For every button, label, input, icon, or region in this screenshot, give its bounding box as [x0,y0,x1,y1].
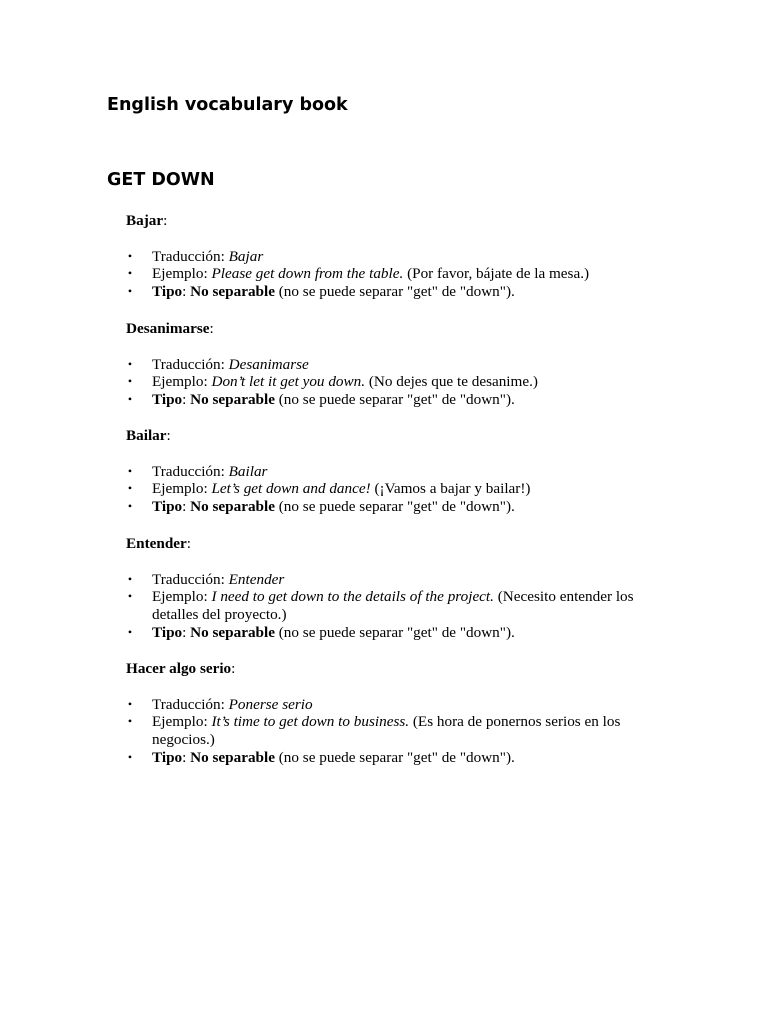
translation-label: Traducción: [152,355,229,373]
bullet-icon: • [127,749,133,764]
sense-details-list [126,356,646,409]
example-label: Ejemplo: [152,588,212,606]
example-spanish: (Necesito entender los detalles del proyecto.) [152,588,634,624]
sense-block-bajar [126,212,646,301]
sense-title [126,320,646,338]
type-note: (no se puede separar "get" de "down"). [274,283,515,301]
example-item [126,373,646,391]
translation-label: Traducción: [152,570,229,588]
example-item [126,265,646,283]
bullet-icon: • [127,463,133,478]
sense-block-desanimarse [126,320,646,409]
sense-block-bailar [126,427,646,516]
example-item [126,713,646,749]
bullet-icon: • [127,248,133,263]
bullet-icon: • [127,499,133,514]
example-english: Let’s get down and dance! [211,480,371,498]
sense-details-list [126,248,646,301]
type-item [126,749,646,767]
bullet-icon: • [127,589,133,604]
type-label: Tipo [152,283,183,301]
type-item [126,283,646,301]
example-english: Don’t let it get you down. [211,373,366,391]
type-note: (no se puede separar "get" de "down"). [274,391,515,409]
type-value: No separable [190,623,275,641]
sense-block-hacer-algo-serio [126,660,646,767]
type-note: (no se puede separar "get" de "down"). [274,498,515,516]
bullet-icon: • [127,624,133,639]
type-value: No separable [190,391,275,409]
example-english: It’s time to get down to business. [211,713,410,731]
translation-value: Bailar [228,462,268,480]
sense-title-colon: : [166,427,171,444]
sense-title-colon: : [231,660,236,677]
type-colon: : [182,623,191,641]
example-spanish: (Es hora de ponernos serios en los negocios.) [152,713,621,749]
type-colon: : [182,748,191,766]
example-english: I need to get down to the details of the project. [211,588,494,606]
sense-title [126,535,646,553]
bullet-icon: • [127,392,133,407]
type-label: Tipo [152,498,183,516]
sense-title-text: Entender [126,535,187,552]
sense-title-text: Hacer algo serio [126,660,232,677]
example-item [126,588,646,624]
example-spanish: (¡Vamos a bajar y bailar!) [370,480,531,498]
type-note: (no se puede separar "get" de "down"). [274,623,515,641]
sense-title-colon: : [186,535,191,552]
sense-title-colon: : [163,212,168,229]
type-colon: : [182,283,191,301]
sense-details-list [126,571,646,642]
type-colon: : [182,391,191,409]
translation-item [126,463,646,481]
section-heading: GET DOWN [107,170,215,190]
example-label: Ejemplo: [152,373,212,391]
translation-label: Traducción: [152,247,229,265]
example-spanish: (No dejes que te desanime.) [365,373,538,391]
document-title: English vocabulary book [107,95,348,115]
type-colon: : [182,498,191,516]
translation-value: Entender [228,570,285,588]
sense-title-colon: : [209,320,214,337]
bullet-icon: • [127,284,133,299]
sense-details-list [126,463,646,516]
bullet-icon: • [127,266,133,281]
type-value: No separable [190,748,275,766]
bullet-icon: • [127,571,133,586]
sense-block-entender [126,535,646,642]
type-item [126,624,646,642]
translation-item [126,696,646,714]
sense-title [126,427,646,445]
sense-details-list [126,696,646,767]
example-spanish: (Por favor, bájate de la mesa.) [403,265,590,283]
bullet-icon: • [127,374,133,389]
sense-title [126,212,646,230]
translation-value: Bajar [228,247,264,265]
translation-label: Traducción: [152,462,229,480]
example-label: Ejemplo: [152,713,212,731]
bullet-icon: • [127,356,133,371]
translation-label: Traducción: [152,695,229,713]
example-item [126,480,646,498]
type-item [126,498,646,516]
type-label: Tipo [152,748,183,766]
sense-title-text: Bailar [126,427,167,444]
example-english: Please get down from the table. [211,265,404,283]
type-note: (no se puede separar "get" de "down"). [274,748,515,766]
bullet-icon: • [127,696,133,711]
example-label: Ejemplo: [152,480,212,498]
translation-item [126,248,646,266]
type-value: No separable [190,498,275,516]
bullet-icon: • [127,714,133,729]
sense-title [126,660,646,678]
example-label: Ejemplo: [152,265,212,283]
type-label: Tipo [152,623,183,641]
translation-value: Ponerse serio [228,695,313,713]
type-label: Tipo [152,391,183,409]
translation-item [126,356,646,374]
sense-title-text: Bajar [126,212,164,229]
translation-item [126,571,646,589]
type-value: No separable [190,283,275,301]
bullet-icon: • [127,481,133,496]
translation-value: Desanimarse [228,355,309,373]
type-item [126,391,646,409]
sense-title-text: Desanimarse [126,320,210,337]
